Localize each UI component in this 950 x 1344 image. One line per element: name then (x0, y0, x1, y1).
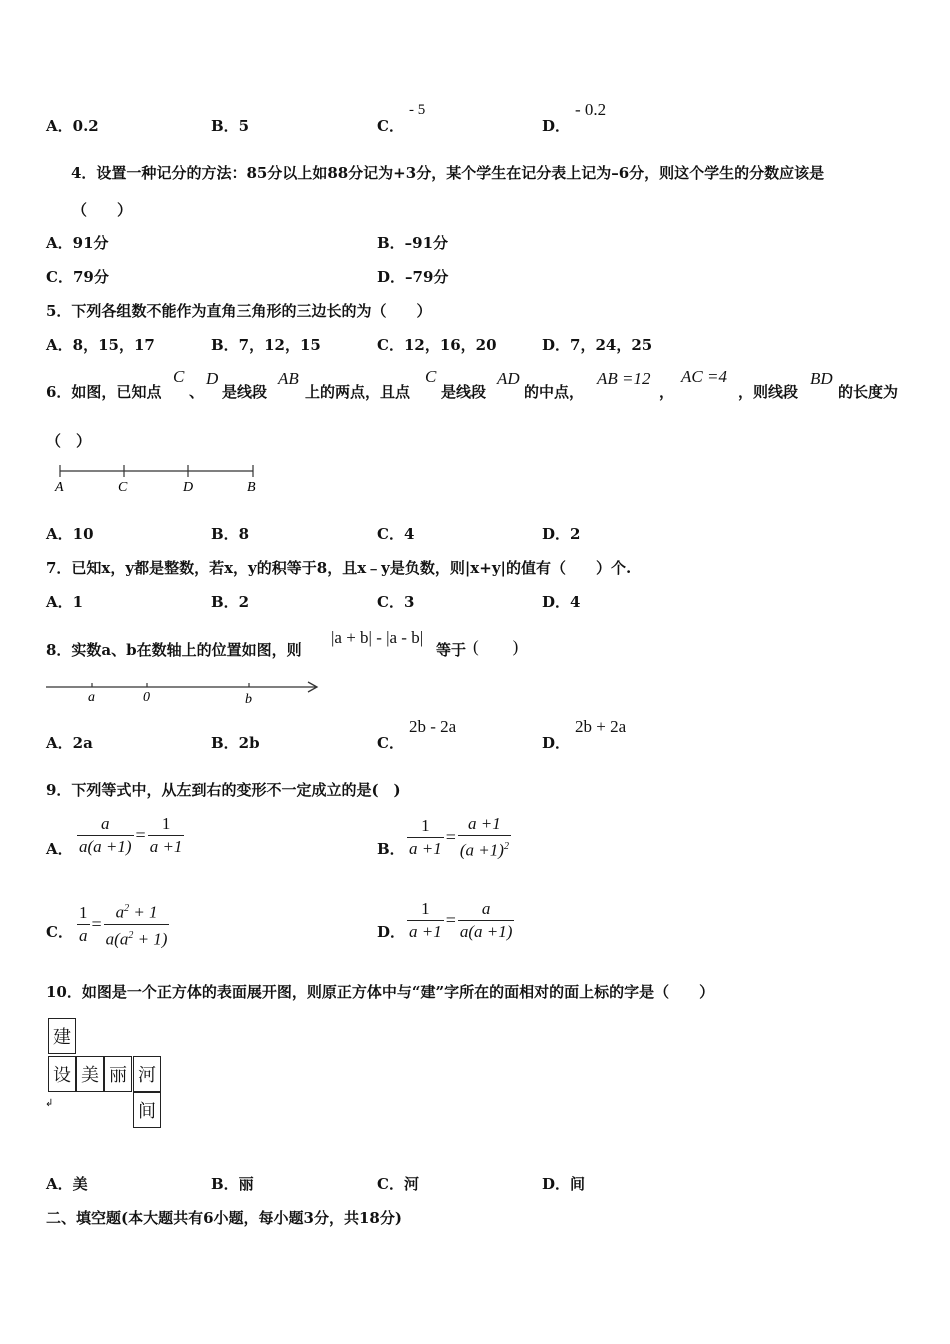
q6-point-c: C (173, 367, 185, 386)
q9-a-num1: a (77, 813, 134, 836)
q10-cell-he: 河 (133, 1056, 161, 1092)
q6-option-d: D．2 (542, 525, 581, 543)
q9-a-den2: a +1 (149, 837, 183, 856)
q8-stem: 8．实数a、b在数轴上的位置如图，则 (46, 641, 302, 659)
q6-figure-label-d: D (183, 480, 194, 495)
q8-expression: |a + b| - |a - b| (331, 628, 424, 647)
q8-option-d: D． (542, 734, 571, 752)
q9-b-num2: a +1 (458, 813, 511, 836)
q6-eq-ac: AC =4 (681, 367, 727, 386)
q10-cell-li: 丽 (104, 1056, 132, 1092)
q6-eq-ab: AB =12 (597, 369, 651, 388)
q10-option-b: B．丽 (211, 1175, 254, 1193)
q9-c-num2-sup: 2 (124, 903, 130, 914)
q7-option-c: C．3 (377, 593, 415, 611)
q6-text-3: 上的两点，且点 (305, 383, 411, 401)
q9-d-eq: = (445, 910, 456, 930)
q10-cell-she: 设 (48, 1056, 76, 1092)
q5-option-a: A．8，15，17 (46, 336, 155, 354)
q9-option-b-formula (407, 813, 511, 862)
q6-option-b: B．8 (211, 525, 250, 543)
q6-figure-label-b: B (247, 480, 256, 495)
q9-d-num2: a (458, 898, 515, 921)
q4-option-c: C．79分 (46, 268, 109, 286)
q8-option-d-math: 2b + 2a (575, 717, 627, 736)
q4-option-b: B．–91分 (377, 234, 449, 252)
q6-sep: 、 (189, 383, 205, 401)
q6-text-1: 6．如图，已知点 (46, 383, 162, 401)
q3-option-d-math: - 0.2 (575, 100, 607, 119)
q6-segment-figure (48, 458, 268, 498)
q10-return-mark: ↲ (45, 1098, 54, 1109)
q8-tail: 等于 (436, 641, 467, 659)
q6-text-6: ，则线段 (738, 383, 799, 401)
q5-option-b: B．7，12，15 (211, 336, 321, 354)
q8-label-zero: 0 (143, 690, 150, 705)
q9-c-den1: a (79, 925, 88, 945)
q5-option-c: C．12，16，20 (377, 336, 497, 354)
q6-comma: ， (659, 383, 675, 401)
q8-option-c-math: 2b - 2a (409, 717, 457, 736)
q9-b-den1: a +1 (409, 838, 442, 858)
q7-option-b: B．2 (211, 593, 250, 611)
section-2-heading: 二、填空题(本大题共有6小题，每小题3分，共18分) (46, 1209, 402, 1227)
q9-option-a: A． (46, 840, 73, 858)
q9-c-den2-sup: 2 (128, 929, 134, 941)
q6-text-2: 是线段 (222, 383, 268, 401)
q6-segment-ab: AB (278, 369, 299, 388)
q6-text-5: 的中点， (524, 383, 585, 401)
q5-option-d: D．7，24，25 (542, 336, 653, 354)
q9-option-d-formula (407, 898, 514, 943)
q10-option-a: A．美 (46, 1175, 88, 1193)
q8-option-c: C． (377, 734, 404, 752)
q9-a-eq: = (135, 825, 146, 845)
q9-a-num2: 1 (148, 813, 185, 836)
q6-segment-bd: BD (810, 369, 833, 388)
q8-number-line (44, 675, 326, 707)
q4-option-d: D．–79分 (377, 268, 449, 286)
q10-option-d: D．间 (542, 1175, 586, 1193)
q4-option-a: A．91分 (46, 234, 109, 252)
q6-option-a: A．10 (46, 525, 94, 543)
q3-option-a: A．0.2 (46, 117, 99, 135)
q3-option-d: D． (542, 117, 571, 135)
q9-d-den2: a(a +1) (459, 922, 513, 941)
q6-point-c2: C (425, 367, 437, 386)
q8-label-a: a (88, 690, 95, 705)
q6-option-c: C．4 (377, 525, 415, 543)
q7-option-a: A．1 (46, 593, 84, 611)
q6-paren: （ ） (46, 432, 92, 450)
q8-label-b: b (245, 692, 252, 707)
q9-b-eq: = (445, 826, 456, 847)
q9-stem: 9．下列等式中，从左到右的变形不一定成立的是( ) (46, 781, 401, 799)
q3-option-c: C． (377, 117, 404, 135)
q3-option-b: B．5 (211, 117, 250, 135)
q9-d-num1: 1 (407, 898, 444, 921)
q9-option-b: B． (377, 840, 405, 858)
q9-a-den1: a(a +1) (79, 837, 132, 856)
q4-paren: （ ） (72, 201, 133, 219)
q3-option-c-math: - 5 (409, 102, 426, 118)
q8-option-b: B．2b (211, 734, 260, 752)
q6-text-7: 的长度为 (838, 383, 899, 401)
q4-stem: 4．设置一种记分的方法：85分以上如88分记为+3分，某个学生在记分表上记为–6分，则这个学生的分数应该是 (71, 164, 825, 182)
q6-figure-label-c: C (118, 480, 128, 495)
q7-option-d: D．4 (542, 593, 581, 611)
q8-paren: ( ) (473, 637, 519, 656)
q9-b-den2: (a +1) (459, 840, 504, 860)
q6-figure-label-a: A (55, 480, 64, 495)
q10-cell-jian2: 间 (133, 1092, 161, 1128)
q6-text-4: 是线段 (441, 383, 487, 401)
q5-stem: 5．下列各组数不能作为直角三角形的三边长的为（ ） (46, 302, 432, 320)
q10-cube-net (48, 1018, 163, 1132)
q9-c-eq: = (91, 913, 102, 934)
q9-option-d: D． (377, 923, 406, 941)
q6-point-d: D (206, 369, 219, 388)
q9-b-den2-sup: 2 (503, 841, 509, 852)
q8-option-a: A．2a (46, 734, 93, 752)
q10-cell-mei: 美 (76, 1056, 104, 1092)
q9-d-den1: a +1 (409, 922, 442, 941)
q9-b-num1: 1 (407, 815, 444, 838)
q9-option-a-formula (77, 813, 184, 858)
q7-stem: 7．已知x，y都是整数，若x，y的积等于8，且x﹣y是负数，则|x+y|的值有（ ）个. (46, 559, 632, 577)
q10-option-c: C．河 (377, 1175, 419, 1193)
q10-stem: 10．如图是一个正方体的表面展开图，则原正方体中与“建”字所在的面相对的面上标的字是（ ） (46, 983, 715, 1001)
q10-cell-jian: 建 (48, 1018, 76, 1054)
q9-option-c-formula: $\frac{1}{a}$ = $\frac{a^2 + 1}{a(a^2 + 1)}$ (77, 898, 169, 950)
q9-c-num1: 1 (77, 902, 90, 925)
q6-segment-ad: AD (497, 369, 520, 388)
q9-option-c: C． (46, 923, 73, 941)
